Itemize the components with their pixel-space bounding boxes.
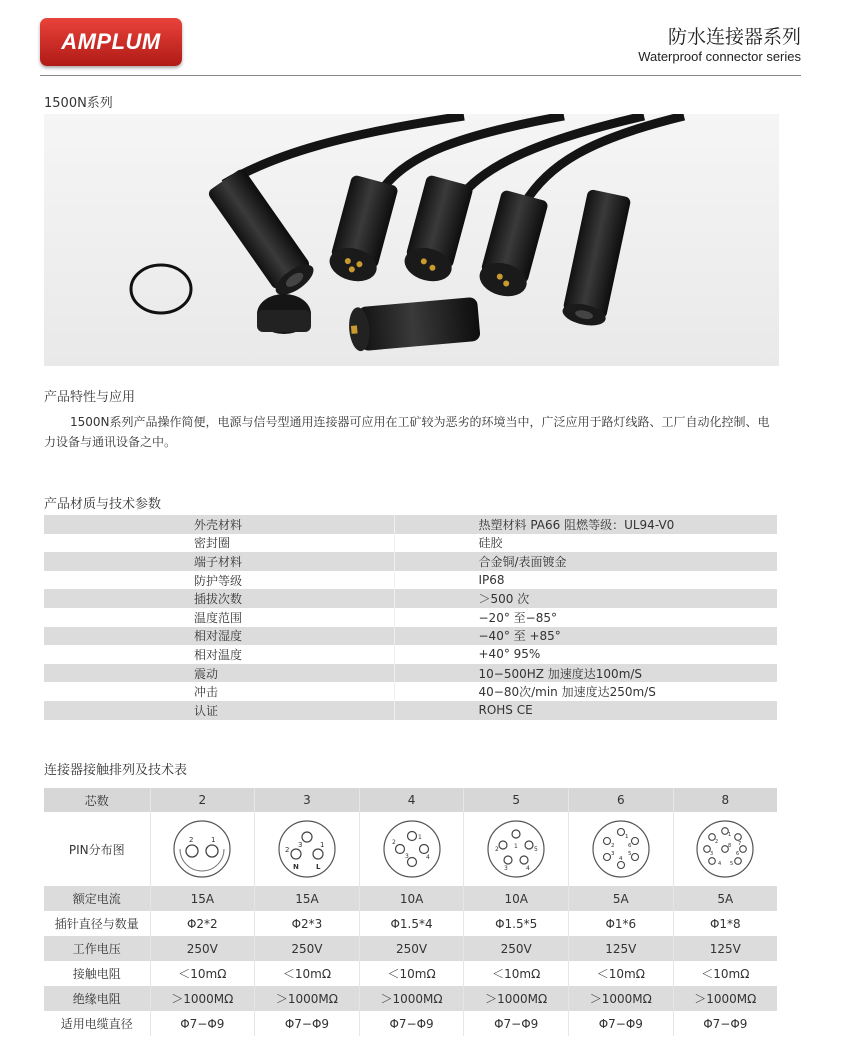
spec-key: 相对温度 <box>44 645 394 664</box>
pin-mark: 4 <box>425 854 430 861</box>
pin-diagram-3 <box>255 812 360 886</box>
pin-spec-value: ＞1000MΩ <box>150 986 255 1011</box>
pin-spec-value: Φ1*8 <box>673 911 777 936</box>
pin-mark: 8 <box>728 843 732 849</box>
product-photo <box>44 114 779 366</box>
pin-layout-3-icon <box>276 818 338 880</box>
pin-spec-value: 125V <box>569 936 674 961</box>
spec-row <box>44 571 777 590</box>
features-title: 产品特性与应用 <box>44 390 136 405</box>
pin-mark: 6 <box>627 843 632 849</box>
pin-spec-row <box>44 886 777 911</box>
pin-diagram-label: PIN分布图 <box>68 842 125 857</box>
spec-row <box>44 515 777 534</box>
pin-layout-5-icon <box>485 818 547 880</box>
spec-row <box>44 664 777 683</box>
pin-spec-value: ＜10mΩ <box>569 961 674 986</box>
pin-diagram-6 <box>569 812 674 886</box>
spec-row <box>44 589 777 608</box>
pin-mark: 1 <box>319 841 325 849</box>
pin-mark: 4 <box>618 856 623 862</box>
pin-spec-label: 插针直径与数量 <box>44 911 150 936</box>
series-title: 1500N系列 <box>44 96 113 111</box>
spec-row <box>44 701 777 720</box>
pin-layout-8-icon <box>694 818 756 880</box>
spec-key: 插拔次数 <box>44 589 394 608</box>
pin-spec-value: Φ7−Φ9 <box>359 1011 464 1036</box>
pin-spec-value: ＞1000MΩ <box>464 986 569 1011</box>
pin-spec-label: 适用电缆直径 <box>44 1011 150 1036</box>
spec-key: 冲击 <box>44 682 394 701</box>
spec-row <box>44 608 777 627</box>
pin-mark: 2 <box>715 839 719 845</box>
pin-spec-value: ＞1000MΩ <box>255 986 360 1011</box>
pin-mark: 2 <box>284 846 290 854</box>
pin-spec-value: ＜10mΩ <box>255 961 360 986</box>
spec-key: 防护等级 <box>44 571 394 590</box>
pin-spec-value: 10A <box>359 886 464 911</box>
pin-mark: 1 <box>514 843 519 850</box>
pin-spec-value: Φ7−Φ9 <box>150 1011 255 1036</box>
pin-mark: 2 <box>189 836 194 844</box>
pin-spec-value: 250V <box>150 936 255 961</box>
pin-spec-value: 5A <box>673 886 777 911</box>
logo-text: AMPLUM <box>61 29 161 54</box>
pin-spec-label: 工作电压 <box>44 936 150 961</box>
pin-spec-value: 250V <box>255 936 360 961</box>
pin-spec-label: 绝缘电阻 <box>44 986 150 1011</box>
pin-mark: 5 <box>534 846 539 853</box>
spec-key: 认证 <box>44 701 394 720</box>
spec-value: IP68 <box>394 571 777 590</box>
pin-mark: 2 <box>391 839 396 846</box>
pin-layout-6-icon <box>590 818 652 880</box>
pin-spec-row <box>44 936 777 961</box>
pin-spec-row <box>44 1011 777 1036</box>
spec-key: 密封圈 <box>44 534 394 553</box>
spec-value: 合金铜/表面镀金 <box>394 552 777 571</box>
pin-spec-value: ＜10mΩ <box>359 961 464 986</box>
pin-mark: 5 <box>730 861 734 867</box>
pin-spec-row <box>44 986 777 1011</box>
pin-spec-value: 125V <box>673 936 777 961</box>
pin-mark: 4 <box>526 865 531 872</box>
specs-title: 产品材质与技术参数 <box>44 497 162 512</box>
spec-row <box>44 627 777 646</box>
pin-mark: 3 <box>404 853 409 860</box>
specs-table <box>44 515 777 720</box>
spec-value: 10−500HZ 加速度达100m/S <box>394 664 777 683</box>
pin-spec-value: 15A <box>150 886 255 911</box>
pin-spec-value: ＜10mΩ <box>150 961 255 986</box>
pin-mark: 7 <box>738 841 742 847</box>
amplum-logo <box>40 18 182 66</box>
pin-mark: 1 <box>211 836 216 844</box>
pin-mark: 1 <box>728 832 732 838</box>
pin-spec-value: Φ1.5*5 <box>464 911 569 936</box>
pin-table <box>44 788 777 1036</box>
pin-mark: 3 <box>297 841 303 849</box>
spec-value: ROHS CE <box>394 701 777 720</box>
spec-value: ＞500 次 <box>394 589 777 608</box>
pin-spec-value: 15A <box>255 886 360 911</box>
spec-value: 热塑材料 PA66 阻燃等级：UL94-V0 <box>394 515 777 534</box>
pin-spec-value: 5A <box>569 886 674 911</box>
pin-spec-value: ＞1000MΩ <box>673 986 777 1011</box>
pin-spec-value: 250V <box>359 936 464 961</box>
spec-key: 外壳材料 <box>44 515 394 534</box>
pin-spec-value: ＞1000MΩ <box>569 986 674 1011</box>
spec-row <box>44 682 777 701</box>
spec-key: 端子材料 <box>44 552 394 571</box>
pin-spec-value: ＞1000MΩ <box>359 986 464 1011</box>
spec-row <box>44 534 777 553</box>
pin-spec-value: ＜10mΩ <box>464 961 569 986</box>
pin-mark: 3 <box>710 851 714 857</box>
pin-mark: 1 <box>624 834 629 840</box>
spec-key: 温度范围 <box>44 608 394 627</box>
pin-spec-value: Φ2*3 <box>255 911 360 936</box>
spec-value: +40° 95% <box>394 645 777 664</box>
pin-spec-value: Φ1*6 <box>569 911 674 936</box>
connectors-illustration <box>44 114 779 366</box>
pin-spec-value: ＜10mΩ <box>673 961 777 986</box>
pin-mark: 6 <box>736 851 740 857</box>
pin-spec-value: Φ7−Φ9 <box>255 1011 360 1036</box>
pin-count: 6 <box>569 788 674 812</box>
pin-diagram-8 <box>673 812 777 886</box>
pin-count: 4 <box>359 788 464 812</box>
pin-count: 2 <box>150 788 255 812</box>
features-description: 1500N系列产品操作简便，电源与信号型通用连接器可应用在工矿较为恶劣的环境当中，广泛应用于路灯线路、工厂自动化控制、电力设备与通讯设备之中。 <box>44 415 770 449</box>
pin-layout-4-icon <box>381 818 443 880</box>
pin-layout-2-icon <box>171 818 233 880</box>
spec-value: −40° 至 +85° <box>394 627 777 646</box>
pin-mark: 5 <box>627 851 632 857</box>
pin-mark: 1 <box>417 834 422 841</box>
spec-key: 震动 <box>44 664 394 683</box>
spec-key: 相对湿度 <box>44 627 394 646</box>
spec-row <box>44 645 777 664</box>
pin-mark: 3 <box>610 851 615 857</box>
pin-spec-value: Φ7−Φ9 <box>464 1011 569 1036</box>
pin-spec-value: Φ1.5*4 <box>359 911 464 936</box>
pin-spec-row <box>44 961 777 986</box>
pin-count: 5 <box>464 788 569 812</box>
spec-row <box>44 552 777 571</box>
pin-spec-label: 额定电流 <box>44 886 150 911</box>
header-divider <box>40 75 801 76</box>
header-title-en: Waterproof connector series <box>638 49 801 64</box>
pin-mark: 2 <box>495 846 500 853</box>
spec-value: −20° 至−85° <box>394 608 777 627</box>
spec-value: 40−80次/min 加速度达250m/S <box>394 682 777 701</box>
pin-spec-label: 接触电阻 <box>44 961 150 986</box>
pin-diagram-4 <box>359 812 464 886</box>
pin-spec-value: 250V <box>464 936 569 961</box>
pin-spec-row <box>44 911 777 936</box>
pin-spec-value: Φ7−Φ9 <box>569 1011 674 1036</box>
pin-count-row <box>44 788 777 812</box>
pin-mark: 2 <box>610 843 615 849</box>
pin-spec-value: Φ2*2 <box>150 911 255 936</box>
pin-mark: 4 <box>718 861 722 867</box>
pin-spec-value: Φ7−Φ9 <box>673 1011 777 1036</box>
pin-diagram-5 <box>464 812 569 886</box>
spec-value: 硅胶 <box>394 534 777 553</box>
pin-mark: 3 <box>504 865 509 872</box>
pin-count: 3 <box>255 788 360 812</box>
pin-count: 8 <box>673 788 777 812</box>
header-title-cn: 防水连接器系列 <box>667 26 801 48</box>
pin-diagram-row <box>44 812 777 886</box>
pin-diagram-2 <box>150 812 255 886</box>
pin-spec-value: 10A <box>464 886 569 911</box>
pin-mark: L <box>315 863 321 871</box>
pins-title: 连接器接触排列及技术表 <box>44 763 188 778</box>
pin-count-label: 芯数 <box>44 788 150 812</box>
pin-mark: N <box>292 863 299 871</box>
